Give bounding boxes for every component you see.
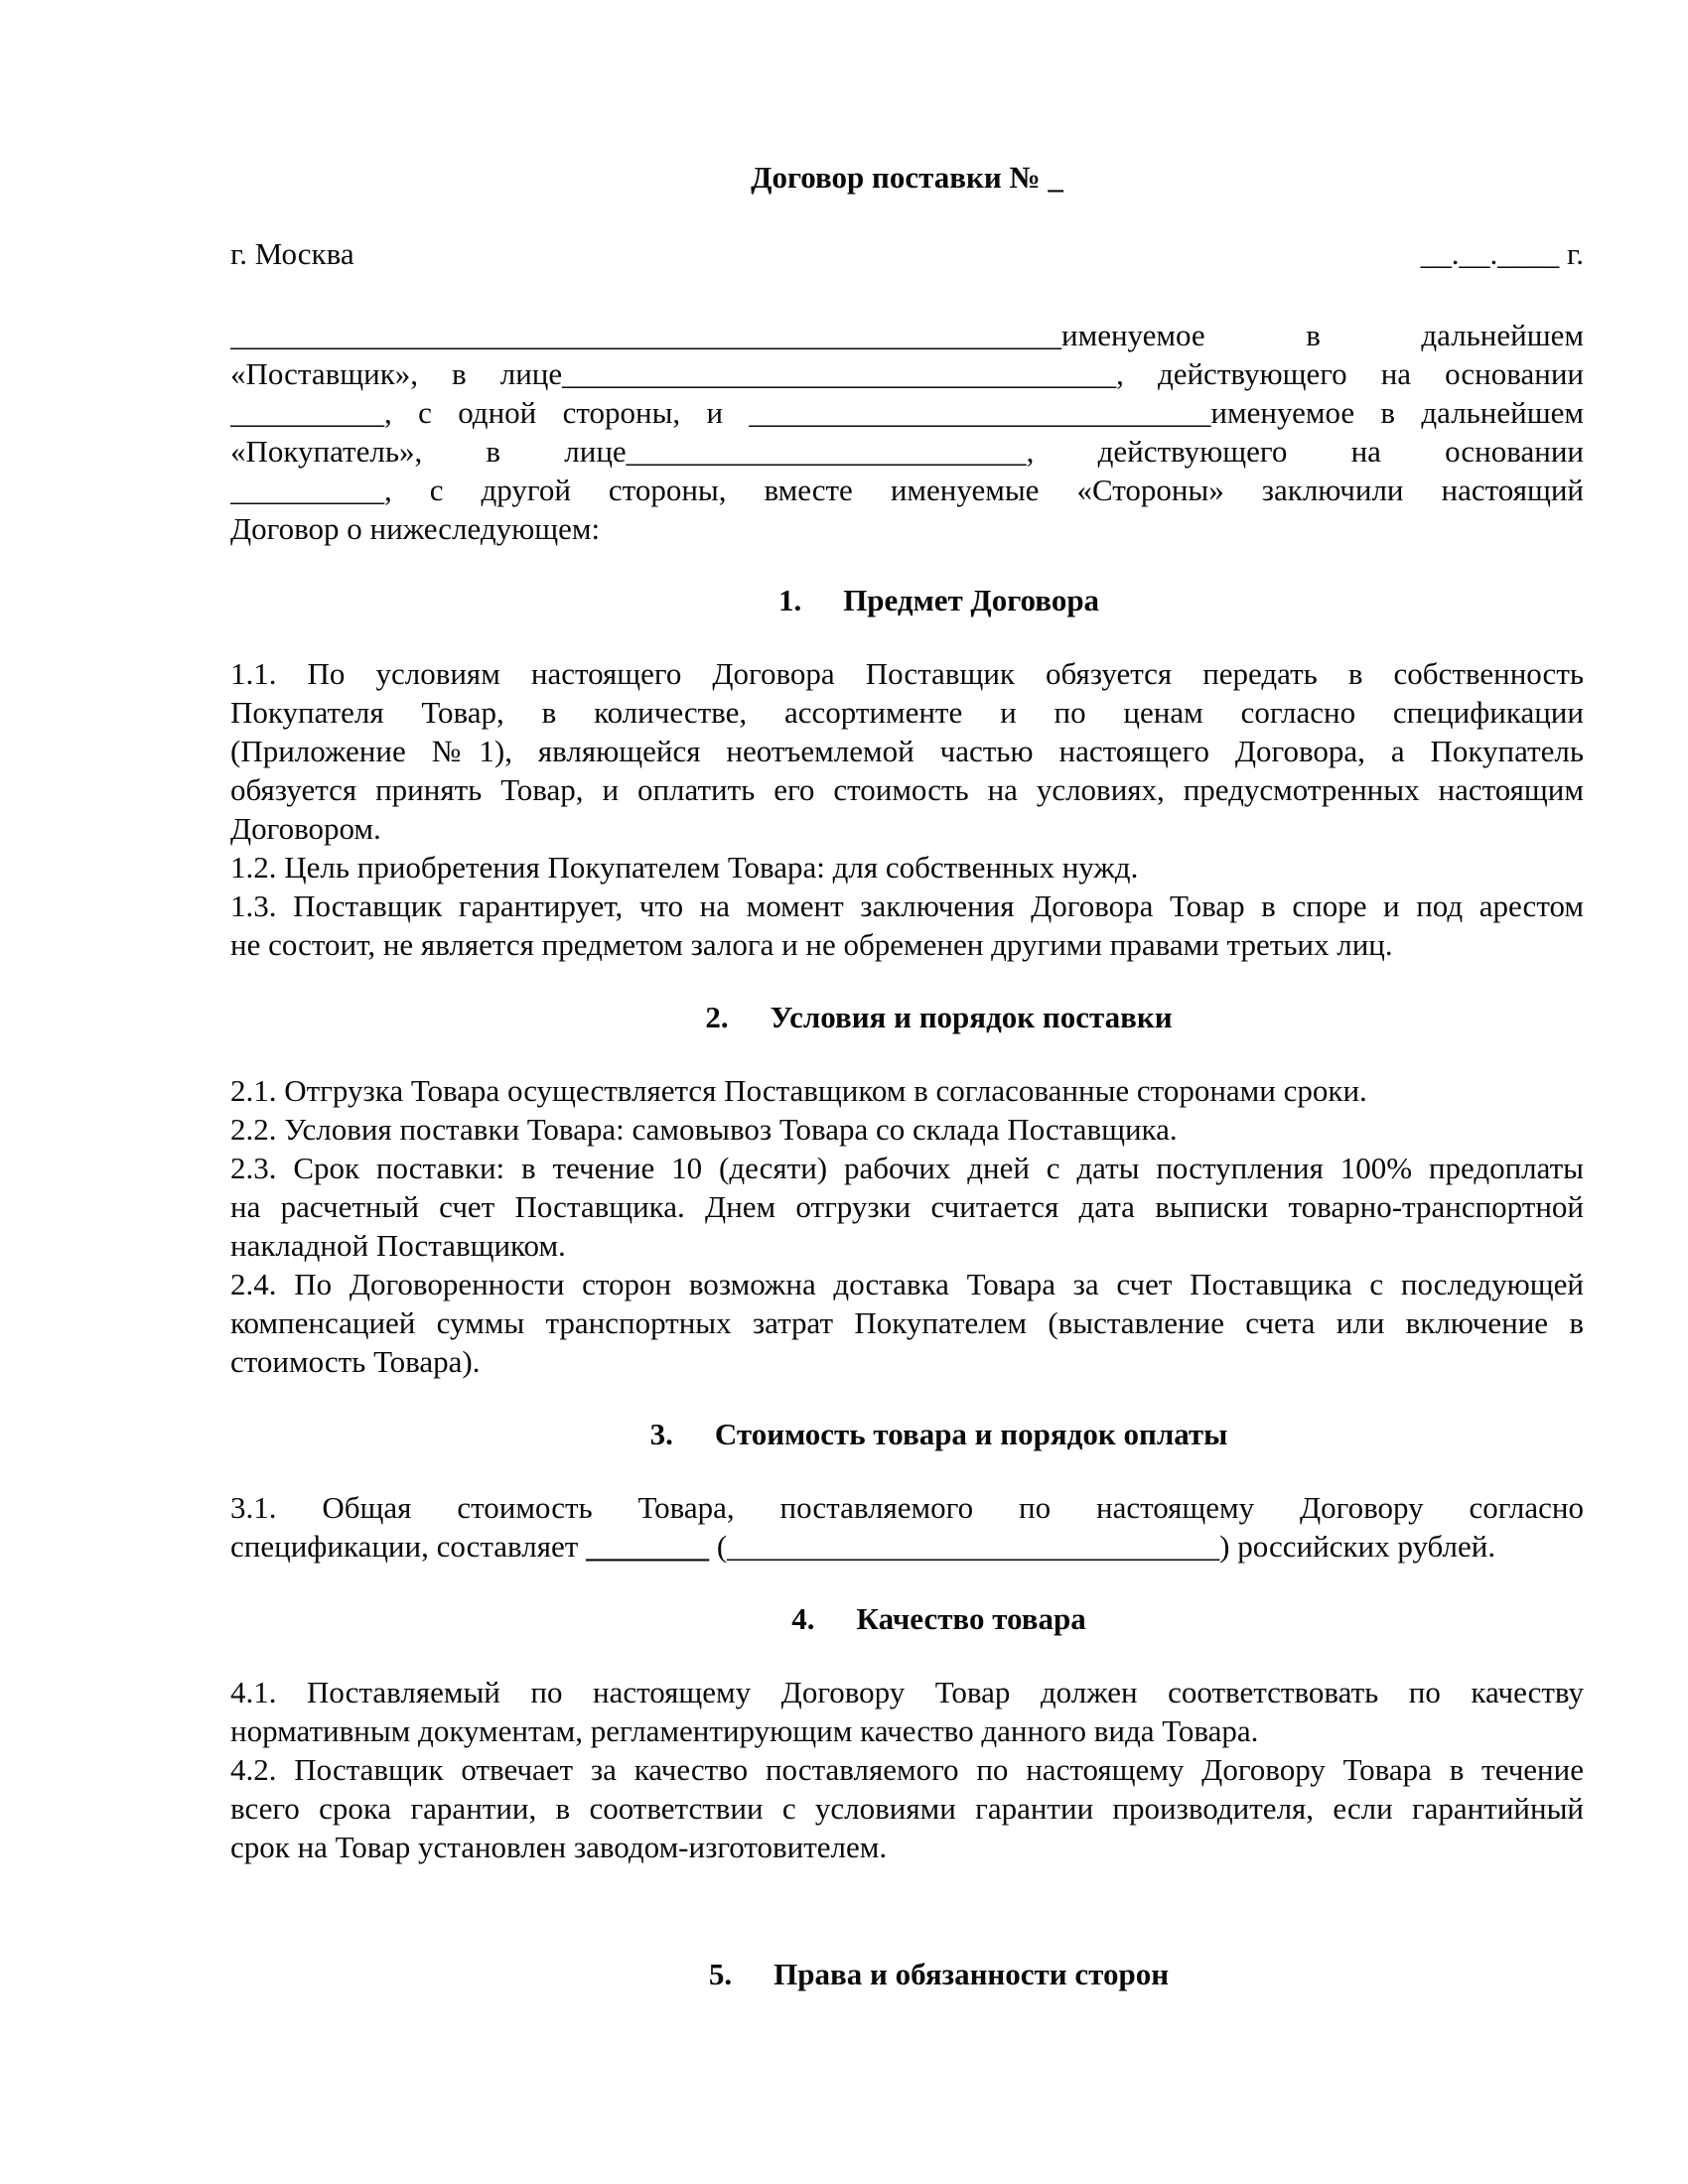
clause-1-3 <box>230 887 1584 964</box>
document-title: Договор поставки № _ <box>751 160 1063 195</box>
section-number: 3. <box>649 1417 673 1451</box>
clause-2-4 <box>230 1265 1584 1381</box>
section-title: Предмет Договора <box>843 583 1100 617</box>
clause-line: 2.2. Условия поставки Товара: самовывоз Товара со склада Поставщика. <box>230 1112 1178 1147</box>
cost-line-pre: спецификации, составляет <box>230 1529 587 1564</box>
cost-line-rest: (________________________________) российских рублей. <box>709 1529 1496 1564</box>
clause-line: 1.2. Цель приобретения Покупателем Товара: для собственных нужд. <box>230 850 1139 885</box>
clause-line: компенсацией суммы транспортных затрат Покупателем (выставление счета или включение в <box>230 1305 1584 1340</box>
clause-line: 4.2. Поставщик отвечает за качество поставляемого по настоящему Договору Товара в течение <box>230 1752 1584 1787</box>
section-title: Стоимость товара и порядок оплаты <box>714 1417 1228 1451</box>
preamble-line: «Поставщик», в лице____________________________________, действующего на основании <box>230 356 1584 391</box>
clause-line: срок на Товар установлен заводом-изготовителем. <box>230 1830 888 1864</box>
section-number: 2. <box>705 1000 729 1034</box>
clause-2-2 <box>230 1110 1584 1149</box>
amount-blank-field: ________ <box>586 1529 710 1564</box>
clause-line: накладной Поставщиком. <box>230 1228 566 1263</box>
clause-line: Договором. <box>230 811 381 846</box>
clause-line: (Приложение №1), являющейся неотъемлемой частью настоящего Договора, а Покупатель <box>230 734 1584 768</box>
clause-line: нормативным документам, регламентирующим качество данного вида Товара. <box>230 1713 1259 1748</box>
clause-3-1 <box>230 1488 1584 1566</box>
preamble-line: __________, с одной стороны, и ______________________________именуемое в дальнейшем <box>230 395 1584 430</box>
clause-line: 4.1. Поставляемый по настоящему Договору Товар должен соответствовать по качеству <box>230 1675 1584 1709</box>
section-number: 4. <box>791 1601 815 1636</box>
clause-line: не состоит, не является предметом залога и не обременен другими правами третьих лиц. <box>230 927 1393 962</box>
clause-4-2 <box>230 1750 1584 1866</box>
clause-2-1 <box>230 1071 1584 1110</box>
date-blank: __.__.____ г. <box>1420 236 1584 271</box>
city-label: г. Москва <box>230 236 354 271</box>
preamble-line: ______________________________________________________именуемое в дальнейшем <box>230 318 1584 352</box>
clause-4-1 <box>230 1673 1584 1750</box>
clause-1-1 <box>230 654 1584 848</box>
clause-line: 1.1. По условиям настоящего Договора Поставщик обязуется передать в собственность <box>230 656 1584 691</box>
clause-line: стоимость Товара). <box>230 1344 481 1379</box>
section-heading-5 <box>230 1955 1584 1993</box>
preamble-line: «Покупатель», в лице__________________________, действующего на основании <box>230 434 1584 469</box>
clause-line: 2.3. Срок поставки: в течение 10 (десяти) рабочих дней с даты поступления 100% предоплаты <box>230 1151 1584 1185</box>
clause-line: на расчетный счет Поставщика. Днем отгрузки считается дата выписки товарно-транспортной <box>230 1189 1584 1224</box>
section-heading-2 <box>230 998 1584 1036</box>
clause-line: 1.3. Поставщик гарантирует, что на момент заключения Договора Товар в споре и под арестом <box>230 888 1584 923</box>
clause-line: 2.1. Отгрузка Товара осуществляется Поставщиком в согласованные сторонами сроки. <box>230 1073 1367 1108</box>
clause-1-2 <box>230 848 1584 887</box>
section-number: 5. <box>708 1957 733 1991</box>
section-title: Права и обязанности сторон <box>774 1957 1170 1991</box>
section-title: Качество товара <box>856 1601 1086 1636</box>
preamble-line: Договор о нижеследующем: <box>230 511 601 546</box>
city-date-row <box>230 234 1584 273</box>
clause-line: всего срока гарантии, в соответствии с условиями гарантии производителя, если гарантийный <box>230 1791 1584 1826</box>
clause-cost-line <box>230 1527 1584 1566</box>
section-title: Условия и порядок поставки <box>770 1000 1173 1034</box>
section-number: 1. <box>777 583 802 617</box>
section-heading-4 <box>230 1599 1584 1638</box>
clause-line: Покупателя Товар, в количестве, ассортименте и по ценам согласно спецификации <box>230 695 1584 730</box>
clause-line: 2.4. По Договоренности сторон возможна доставка Товара за счет Поставщика с последующей <box>230 1267 1584 1301</box>
clause-2-3 <box>230 1149 1584 1265</box>
clause-line: обязуется принять Товар, и оплатить его стоимость на условиях, предусмотренных настоящим <box>230 772 1584 807</box>
section-heading-1 <box>230 581 1584 619</box>
preamble-paragraph <box>230 316 1584 548</box>
preamble-line: __________, с другой стороны, вместе именуемые «Стороны» заключили настоящий <box>230 473 1584 507</box>
section-heading-3 <box>230 1415 1584 1453</box>
clause-line: 3.1. Общая стоимость Товара, поставляемого по настоящему Договору согласно <box>230 1490 1584 1525</box>
